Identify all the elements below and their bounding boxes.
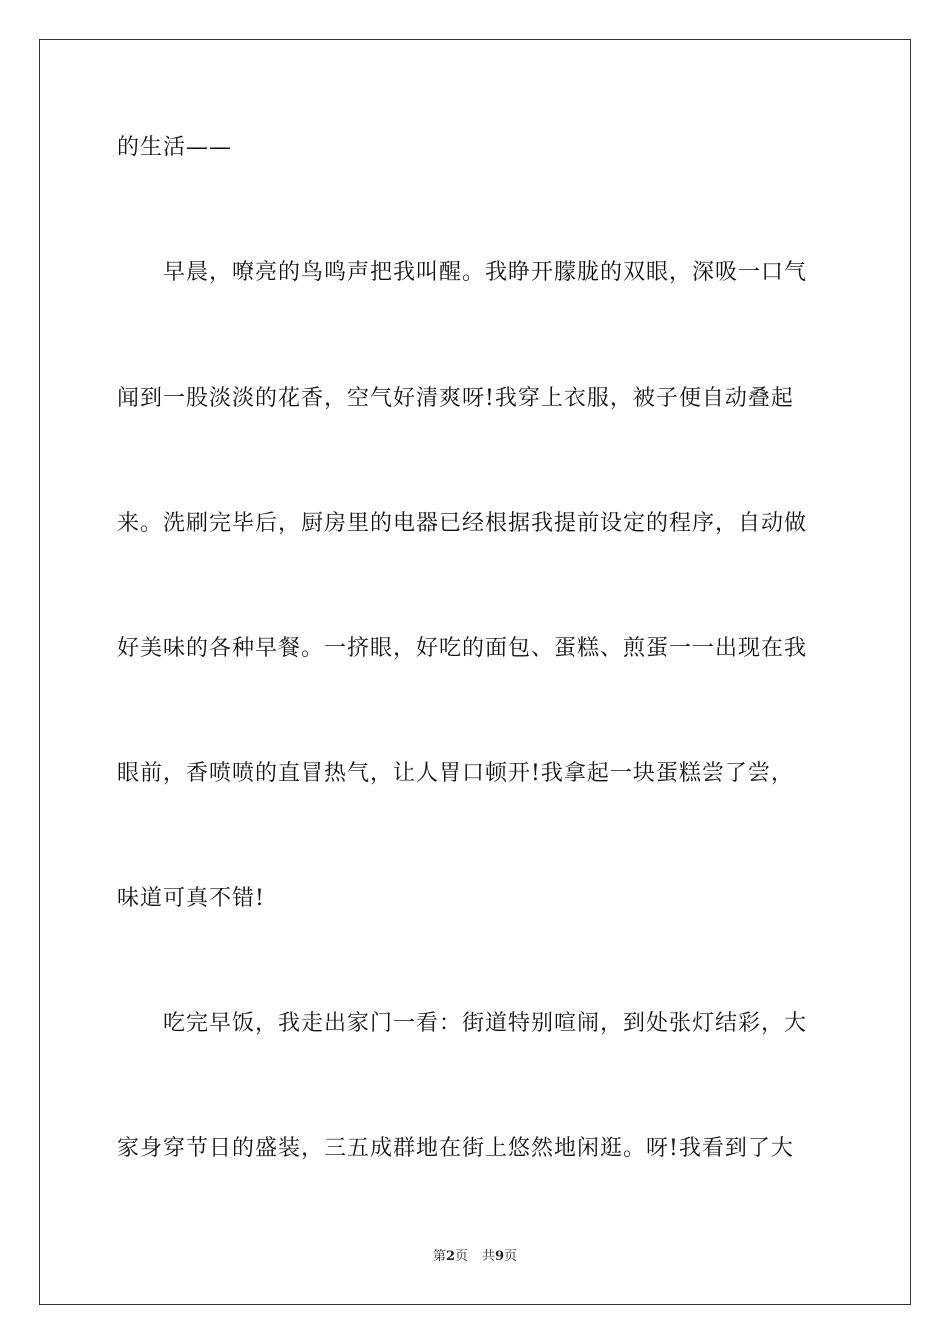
text-line-7: 味道可真不错! xyxy=(117,886,265,911)
text-line-6: 眼前，香喷喷的直冒热气，让人胃口顿开!我拿起一块蛋糕尝了尝， xyxy=(117,761,794,786)
text-line-1: 的生活—— xyxy=(117,135,233,160)
text-line-2: 早晨，嘹亮的鸟鸣声把我叫醒。我睁开朦胧的双眼，深吸一口气 xyxy=(117,260,808,285)
total-pages: 9 xyxy=(495,1249,505,1264)
text-line-3: 闻到一股淡淡的花香，空气好清爽呀!我穿上衣服，被子便自动叠起 xyxy=(117,386,794,411)
page-border xyxy=(39,39,911,1305)
text-line-5: 好美味的各种早餐。一挤眼，好吃的面包、蛋糕、煎蛋一一出现在我 xyxy=(117,636,808,661)
page-footer xyxy=(0,1248,950,1266)
page-suffix: 页 xyxy=(454,1249,468,1264)
text-line-8: 吃完早饭，我走出家门一看：街道特别喧闹，到处张灯结彩，大 xyxy=(117,1011,808,1036)
page-prefix: 第 xyxy=(432,1249,446,1264)
total-suffix: 页 xyxy=(504,1249,518,1264)
page-number: 2 xyxy=(445,1249,455,1264)
total-prefix: 共 xyxy=(482,1249,496,1264)
text-line-9: 家身穿节日的盛装，三五成群地在街上悠然地闲逛。呀!我看到了大 xyxy=(117,1136,794,1161)
text-line-4: 来。洗刷完毕后，厨房里的电器已经根据我提前设定的程序，自动做 xyxy=(117,511,808,536)
